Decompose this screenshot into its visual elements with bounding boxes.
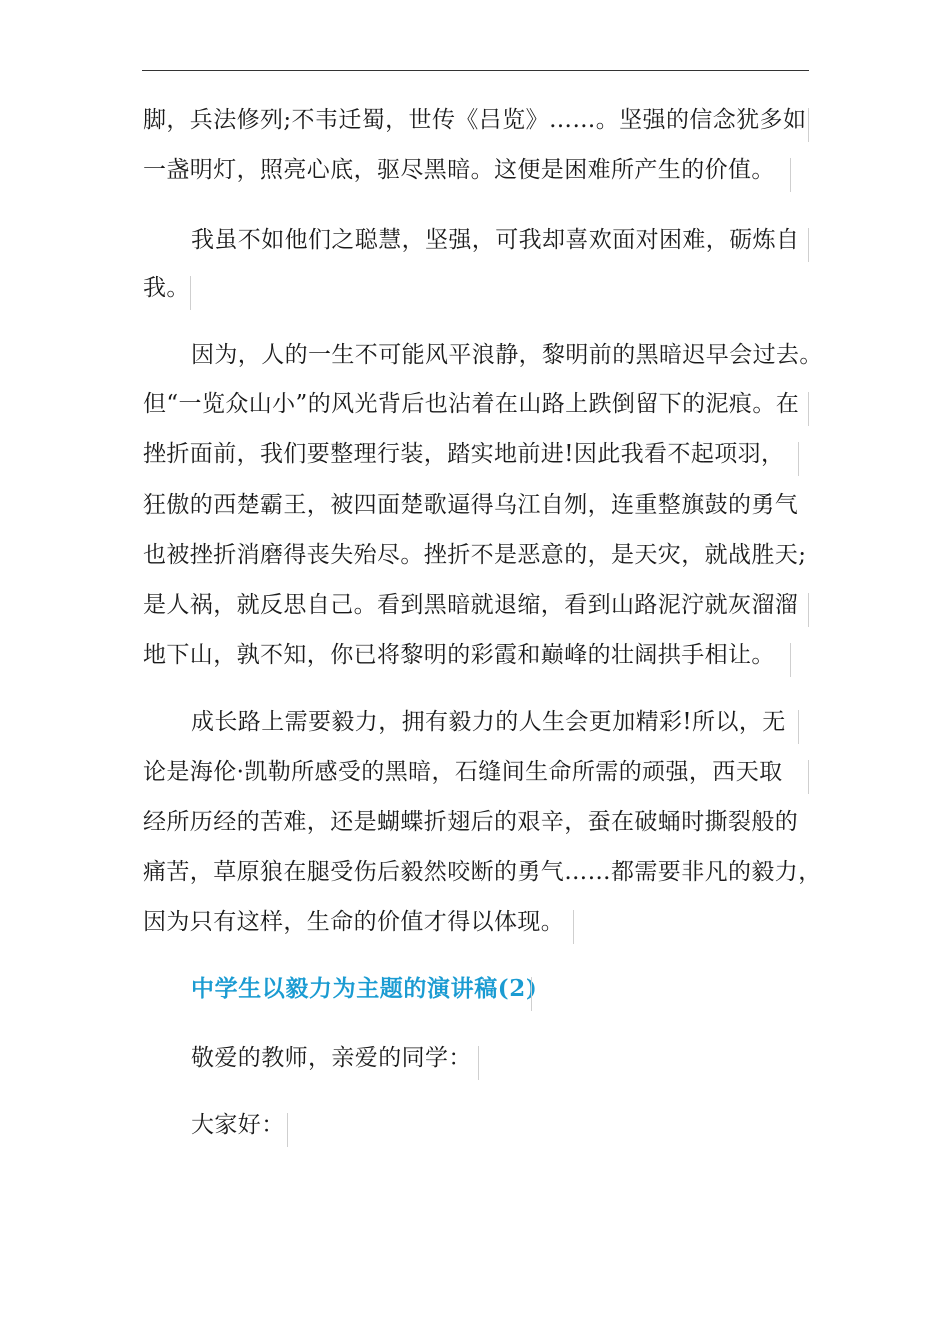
text-line: 但“一览众山小”的风光背后也沾着在山路上跌倒留下的泥痕。在 [143,391,800,417]
text-line: 经所历经的苦难，还是蝴蝶折翅后的艰辛，蚕在破蛹时撕裂般的 [143,809,799,835]
text-line: 论是海伦·凯勒所感受的黑暗，石缝间生命所需的顽强，西天取 [143,759,783,785]
text-line: 痛苦，草原狼在腿受伤后毅然咬断的勇气……都需要非凡的毅力， [143,859,822,885]
text-line: 挫折面前，我们要整理行装，踏实地前进!因此我看不起项羽， [143,441,785,467]
margin-mark [808,228,809,262]
margin-mark [478,1046,479,1080]
text-line: 是人祸，就反思自己。看到黑暗就退缩，看到山路泥泞就灰溜溜 [143,592,799,618]
text-line: 我。 [143,275,190,301]
margin-mark [790,643,791,677]
margin-mark [573,910,574,944]
margin-mark [808,760,809,794]
text-line: 因为，人的一生不可能风平浪静，黎明前的黑暗迟早会过去。 [191,342,823,368]
greeting: 大家好： [191,1112,285,1138]
margin-mark [531,977,532,1011]
margin-mark [808,108,809,142]
text-line: 也被挫折消磨得丧失殆尽。挫折不是恶意的，是天灾，就战胜天; [143,542,807,568]
text-line: 脚，兵法修列;不韦迁蜀，世传《吕览》……。坚强的信念犹多如 [143,107,807,133]
text-line: 因为只有这样，生命的价值才得以体现。 [143,909,565,935]
text-line: 成长路上需要毅力，拥有毅力的人生会更加精彩!所以，无 [191,709,786,735]
text-line: 一盏明灯，照亮心底，驱尽黑暗。这便是困难所产生的价值。 [143,157,775,183]
header-rule [142,70,809,71]
section-heading: 中学生以毅力为主题的演讲稿(2) [191,975,538,1002]
margin-mark [798,442,799,476]
margin-mark [190,276,191,310]
margin-mark [808,392,809,426]
salutation: 敬爱的教师，亲爱的同学： [191,1045,472,1071]
text-line: 狂傲的西楚霸王，被四面楚歌逼得乌江自刎，连重整旗鼓的勇气 [143,492,799,518]
text-line: 我虽不如他们之聪慧，坚强，可我却喜欢面对困难，砺炼自 [191,227,800,253]
margin-mark [808,593,809,627]
text-line: 地下山，孰不知，你已将黎明的彩霞和巅峰的壮阔拱手相让。 [143,642,775,668]
margin-mark [790,158,791,192]
margin-mark [798,710,799,744]
margin-mark [287,1113,288,1147]
